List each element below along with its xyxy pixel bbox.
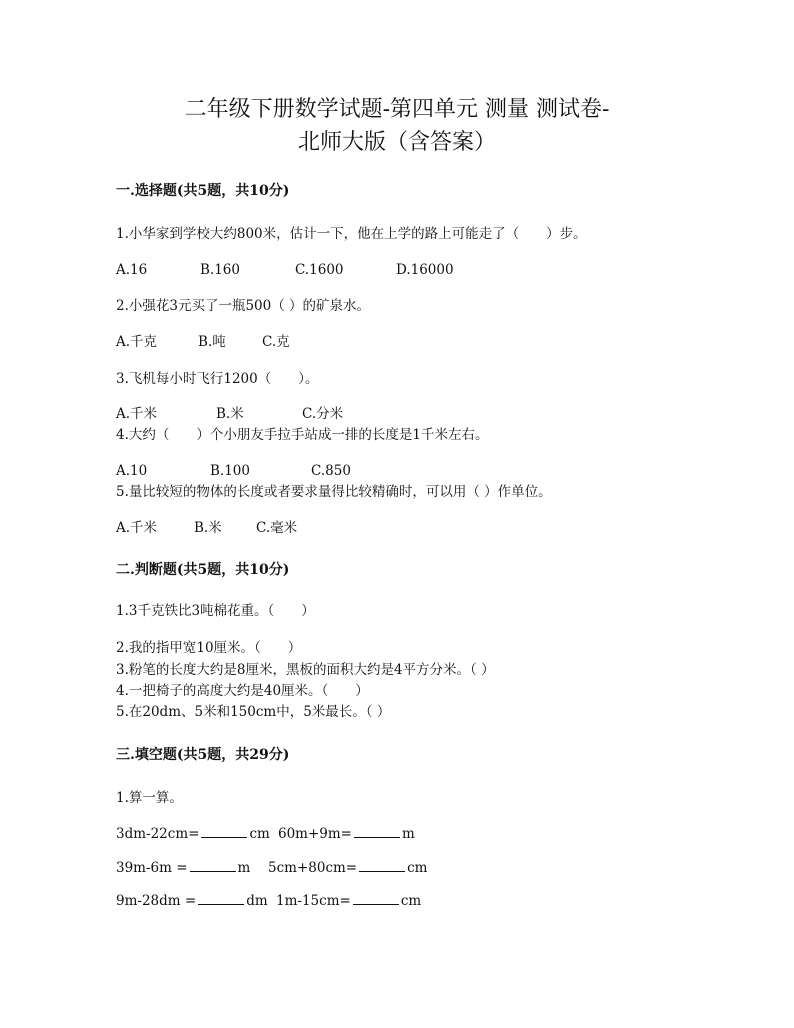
calc-row [116, 823, 415, 844]
s1-question-5: 5.量比较短的物体的长度或者要求量得比较精确时，可以用（ ）作单位。 [116, 484, 552, 500]
section2-heading: 二.判断题(共5题，共10分) [116, 562, 290, 578]
s1-q1-options [116, 260, 454, 280]
option-b: B.米 [194, 520, 222, 536]
answer-blank[interactable] [198, 890, 244, 905]
section1-heading: 一.选择题(共5题，共10分) [116, 183, 290, 199]
answer-blank[interactable] [353, 890, 399, 905]
s1-q4-options [116, 461, 351, 481]
answer-blank[interactable] [190, 857, 236, 872]
option-c: C.分米 [302, 406, 344, 422]
calc-item: 39m-6m = m [116, 857, 268, 878]
option-c: C.毫米 [256, 520, 298, 536]
s1-question-3: 3.飞机每小时飞行1200（ ）。 [116, 371, 319, 387]
calc-row [116, 890, 421, 911]
s2-question-1: 1.3千克铁比3吨棉花重。（ ） [116, 603, 315, 619]
option-b: B.吨 [198, 334, 226, 350]
option-b: B.160 [200, 262, 240, 278]
s1-q5-options [116, 518, 297, 538]
option-a: A.10 [116, 463, 148, 479]
option-c: C.克 [262, 334, 290, 350]
calc-row [116, 857, 428, 878]
s1-q3-options [116, 404, 343, 424]
s1-q2-options [116, 332, 290, 352]
calc-item: 9m-28dm = dm [116, 890, 276, 911]
option-b: B.米 [216, 406, 244, 422]
section3-heading: 三.填空题(共5题，共29分) [116, 747, 290, 763]
calc-item: 5cm+80cm= cm [268, 857, 428, 878]
s2-question-3: 3.粉笔的长度大约是8厘米，黑板的面积大约是4平方分米。（ ） [116, 662, 495, 678]
option-a: A.千米 [116, 520, 158, 536]
option-c: C.1600 [295, 262, 344, 278]
s2-question-2: 2.我的指甲宽10厘米。（ ） [116, 640, 302, 656]
option-a: A.千米 [116, 406, 158, 422]
s1-question-2: 2.小强花3元买了一瓶500（ ）的矿泉水。 [116, 298, 371, 314]
answer-blank[interactable] [201, 823, 247, 838]
option-d: D.16000 [396, 262, 454, 278]
option-c: C.850 [311, 463, 351, 479]
calc-item: 3dm-22cm= cm [116, 823, 278, 844]
s1-question-4: 4.大约（ ）个小朋友手拉手站成一排的长度是1千米左右。 [116, 427, 489, 443]
answer-blank[interactable] [359, 857, 405, 872]
option-b: B.100 [210, 463, 250, 479]
s2-question-5: 5.在20dm、5米和150cm中，5米最长。（ ） [116, 704, 391, 720]
s1-question-1: 1.小华家到学校大约800米，估计一下，他在上学的路上可能走了（ ）步。 [116, 226, 587, 242]
calc-item: 60m+9m= m [278, 823, 415, 844]
calc-item: 1m-15cm= cm [276, 890, 421, 911]
answer-blank[interactable] [354, 823, 400, 838]
option-a: A.千克 [116, 334, 158, 350]
option-a: A.16 [116, 262, 148, 278]
s2-question-4: 4.一把椅子的高度大约是40厘米。（ ） [116, 683, 369, 699]
s3-question-1: 1.算一算。 [116, 790, 183, 806]
doc-title-line2: 北师大版（含答案） [297, 130, 496, 155]
doc-title-line1: 二年级下册数学试题-第四单元 测量 测试卷- [184, 97, 610, 122]
